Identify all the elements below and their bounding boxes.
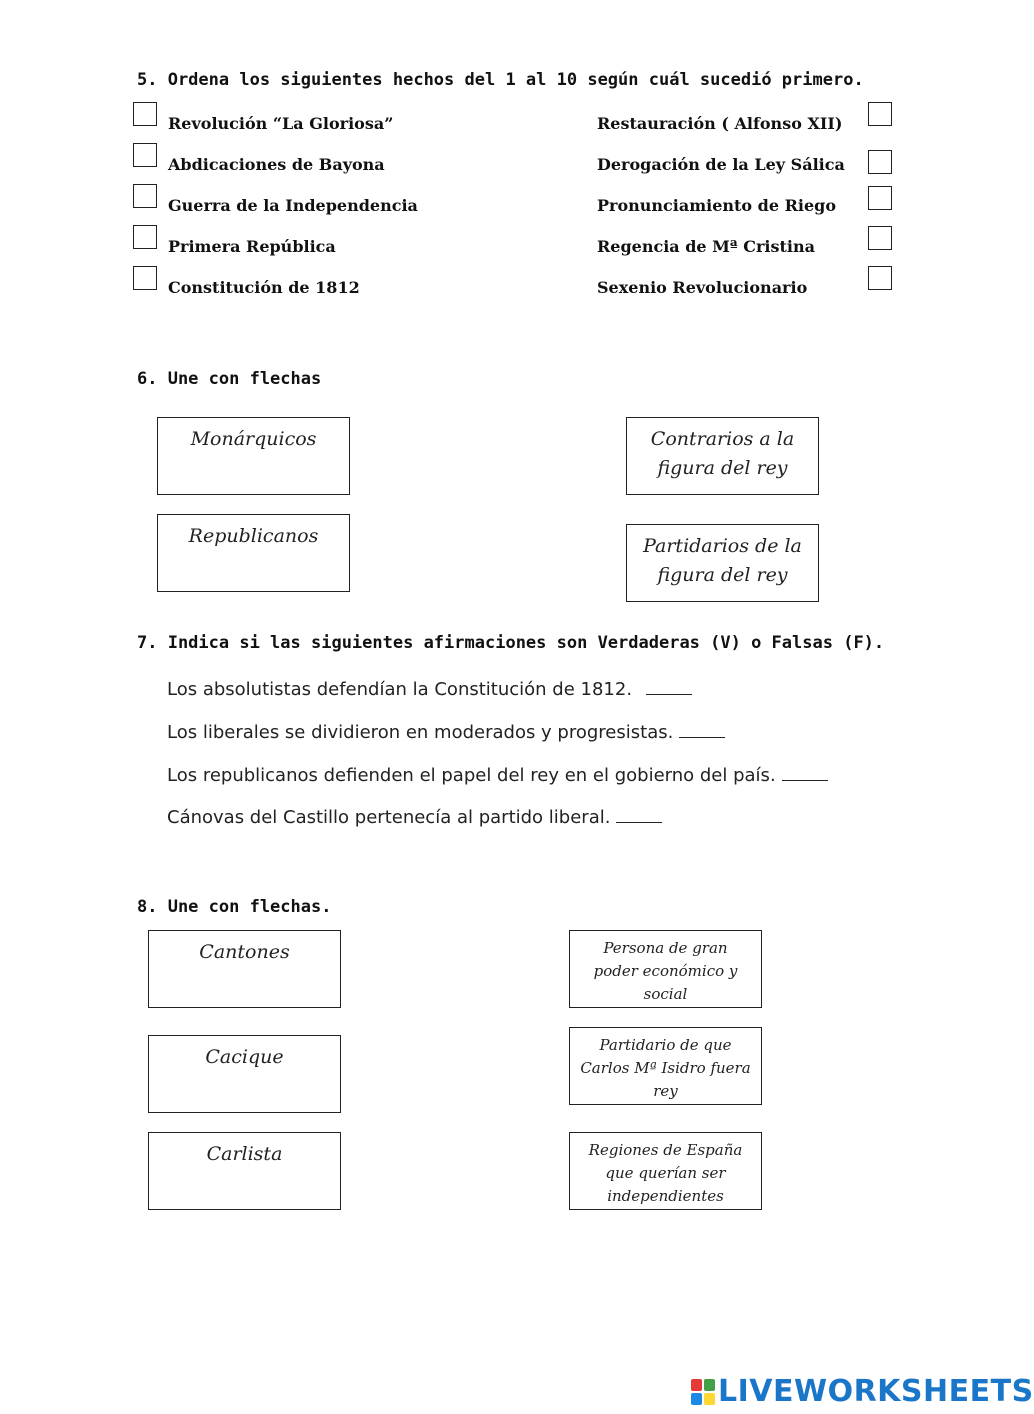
q5-right-checkbox-5[interactable] [868,266,892,290]
q5-left-checkbox-3[interactable] [133,184,157,208]
q5-left-checkbox-4[interactable] [133,225,157,249]
q5-left-item-1: Revolución “La Gloriosa” [168,114,394,133]
q8-left-box-3-text: Carlista [206,1143,283,1165]
q8-right-box-1-text: Persona de gran poder económico y social [593,939,738,1003]
q7-answer-blank-3[interactable] [782,762,828,781]
q5-right-item-1: Restauración ( Alfonso XII) [597,114,843,133]
q7-statement-4-text: Cánovas del Castillo pertenecía al partido liberal. [167,807,611,828]
q7-title: 7. Indica si las siguientes afirmaciones son Verdaderas (V) o Falsas (F). [137,633,885,653]
q8-right-box-3[interactable] [569,1132,762,1210]
liveworksheets-logo-text: LIVEWORKSHEETS [718,1374,1034,1409]
q8-left-box-1-text: Cantones [199,941,290,963]
q5-right-item-4: Regencia de Mª Cristina [597,237,815,256]
q7-statement-3 [167,762,828,786]
q5-left-item-3: Guerra de la Independencia [168,196,418,215]
q5-right-checkbox-2[interactable] [868,150,892,174]
q6-right-box-2-text: Partidarios de la figura del rey [643,535,802,586]
q5-right-item-2: Derogación de la Ley Sálica [597,155,845,174]
q5-left-item-2: Abdicaciones de Bayona [168,155,385,174]
q8-left-box-1[interactable] [148,930,341,1008]
q5-left-checkbox-5[interactable] [133,266,157,290]
q8-left-box-3[interactable] [148,1132,341,1210]
q7-answer-blank-1[interactable] [646,676,692,695]
q5-left-item-4: Primera República [168,237,336,256]
q6-right-box-1[interactable] [626,417,819,495]
q5-right-checkbox-3[interactable] [868,186,892,210]
q8-right-box-3-text: Regiones de España que querían ser independientes [588,1141,743,1205]
q8-title: 8. Une con flechas. [137,897,332,917]
q8-left-box-2[interactable] [148,1035,341,1113]
q7-statement-1 [167,676,692,700]
q5-right-item-3: Pronunciamiento de Riego [597,196,837,215]
q7-statement-2-text: Los liberales se dividieron en moderados y progresistas. [167,722,674,743]
q7-statement-4 [167,804,662,828]
q8-left-box-2-text: Cacique [205,1046,284,1068]
q5-left-item-5: Constitución de 1812 [168,278,360,297]
q5-title: 5. Ordena los siguientes hechos del 1 al 10 según cuál sucedió primero. [137,70,864,90]
liveworksheets-logo-icon [690,1378,716,1406]
q5-left-checkbox-2[interactable] [133,143,157,167]
q7-answer-blank-2[interactable] [679,719,725,738]
q7-statement-2 [167,719,725,743]
q6-left-box-1-text: Monárquicos [190,428,317,450]
q5-right-checkbox-4[interactable] [868,226,892,250]
q8-right-box-2-text: Partidario de que Carlos Mª Isidro fuera rey [580,1036,751,1100]
q8-right-box-1[interactable] [569,930,762,1008]
q6-left-box-2[interactable] [157,514,350,592]
q5-right-checkbox-1[interactable] [868,102,892,126]
q5-right-item-5: Sexenio Revolucionario [597,278,808,297]
q6-right-box-1-text: Contrarios a la figura del rey [650,428,795,479]
q8-right-box-2[interactable] [569,1027,762,1105]
q6-left-box-1[interactable] [157,417,350,495]
q6-title: 6. Une con flechas [137,369,322,389]
q6-right-box-2[interactable] [626,524,819,602]
q5-left-checkbox-1[interactable] [133,102,157,126]
q7-answer-blank-4[interactable] [616,804,662,823]
q7-statement-3-text: Los republicanos defienden el papel del rey en el gobierno del país. [167,765,776,786]
q7-statement-1-text: Los absolutistas defendían la Constitución de 1812. [167,679,633,700]
q6-left-box-2-text: Republicanos [188,525,319,547]
liveworksheets-logo [690,1374,1034,1409]
